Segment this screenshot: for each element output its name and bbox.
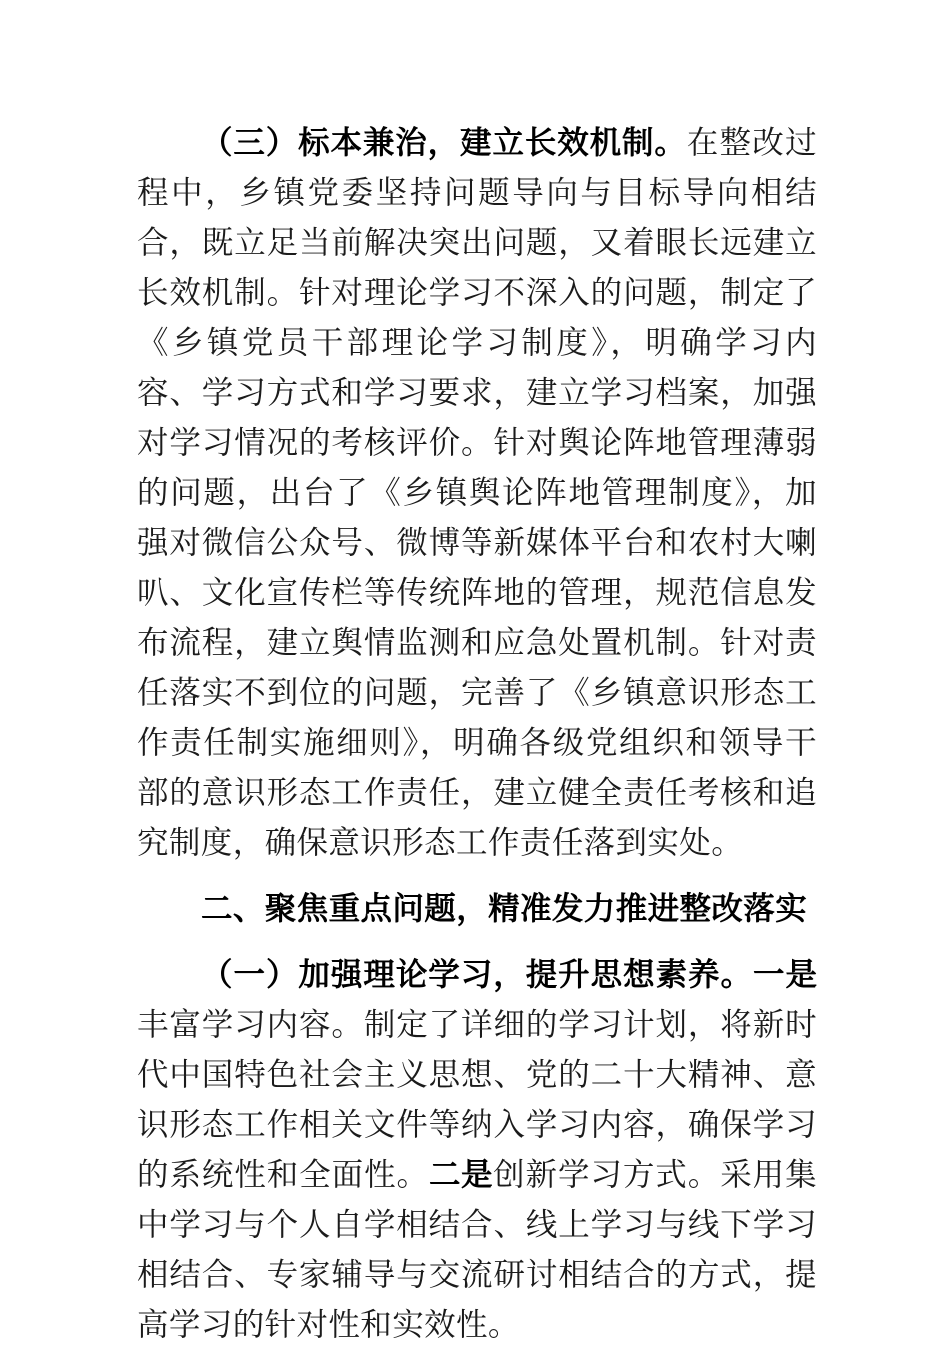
paragraph-san-biaoben-jianzhi [137, 118, 817, 868]
paragraph-body-one: 丰富学习内容。制定了详细的学习计划，将新时代中国特色社会主义思想、党的二十大精神、意识形态工作相关文件等纳入学习内容，确保学习的系统性和全面性。 [137, 1007, 817, 1193]
paragraph-yi-jiaqiang-lilun-xuexi [137, 950, 817, 1350]
enumerator-one: 一是 [753, 957, 817, 993]
section-heading-two: 二、聚焦重点问题，精准发力推进整改落实 [201, 891, 808, 927]
paragraph-lead-heading-san: （三）标本兼治，建立长效机制。 [201, 125, 687, 161]
paragraph-lead-heading-yi: （一）加强理论学习，提升思想素养。 [201, 957, 753, 993]
enumerator-two: 二是 [429, 1157, 494, 1193]
page-content-column [137, 118, 817, 1350]
paragraph-body-two: 创新学习方式。采用集中学习与个人自学相结合、线上学习与线下学习相结合、专家辅导与交流研讨相结合的方式，提高学习的针对性和实效性。 [137, 1157, 817, 1343]
paragraph-body-san: 在整改过程中，乡镇党委坚持问题导向与目标导向相结合，既立足当前解决突出问题，又着眼长远建立长效机制。针对理论学习不深入的问题，制定了《乡镇党员干部理论学习制度》，明确学习内容、学习方式和学习要求，建立学习档案，加强对学习情况的考核评价。针对舆论阵地管理薄弱的问题，出台了《乡镇舆论阵地管理制度》，加强对微信公众号、微博等新媒体平台和农村大喇叭、文化宣传栏等传统阵地的管理，规范信息发布流程，建立舆情监测和应急处置机制。针对责任落实不到位的问题，完善了《乡镇意识形态工作责任制实施细则》，明确各级党组织和领导干部的意识形态工作责任，建立健全责任考核和追究制度，确保意识形态工作责任落到实处。 [137, 125, 817, 861]
